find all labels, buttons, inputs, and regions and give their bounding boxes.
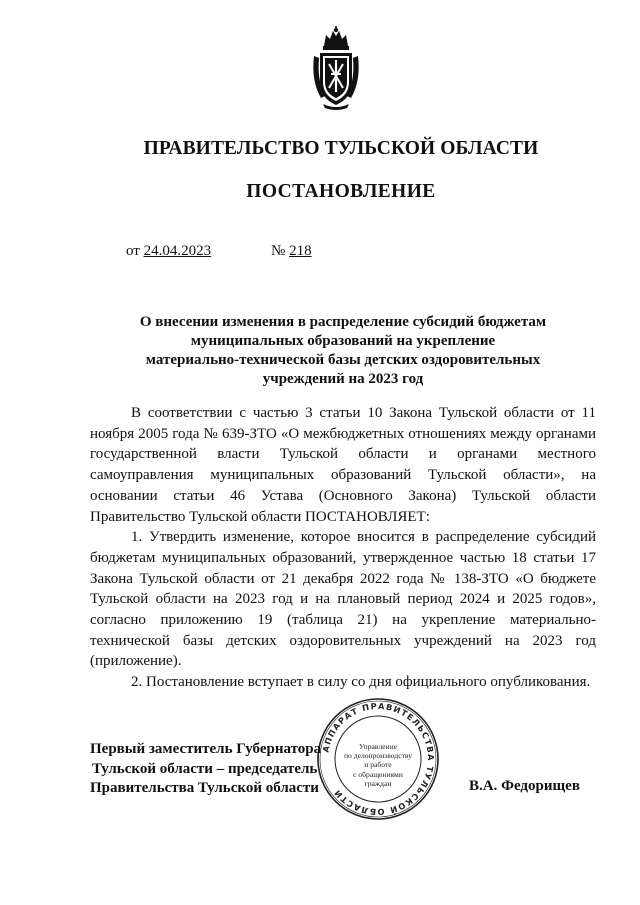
subject-line: материально-технической базы детских оздоровительных [145, 352, 541, 368]
stamp-line: по делопроизводству [343, 751, 413, 761]
subject-line: учреждений на 2023 год [262, 371, 424, 387]
stamp-line: с обращениями [353, 769, 403, 779]
signature-block [90, 740, 321, 799]
date-prefix: от [126, 243, 140, 259]
document-subject [110, 313, 576, 389]
document-type: ПОСТАНОВЛЕНИЕ [246, 181, 436, 202]
stamp-line: граждан [364, 778, 392, 788]
number-value: 218 [289, 243, 312, 259]
signature-title-line: Первый заместитель Губернатора [90, 741, 322, 757]
government-title: ПРАВИТЕЛЬСТВО ТУЛЬСКОЙ ОБЛАСТИ [143, 138, 539, 159]
document-body [90, 403, 596, 693]
item-2-paragraph: 2. Постановление вступает в силу со дня официального опубликования. [131, 674, 591, 691]
stamp-inner-text [337, 742, 419, 788]
number-prefix: № [271, 243, 286, 259]
document-number [271, 243, 312, 260]
signature-title-line: Правительства Тульской области [90, 780, 319, 796]
stamp-line: Управление [358, 742, 398, 751]
signature-title-line: Тульской области – председатель [92, 760, 318, 777]
document-date [126, 243, 211, 260]
subject-line: муниципальных образований на укрепление [190, 333, 496, 349]
stamp-ring-text: АППАРАТ ПРАВИТЕЛЬСТВА ТУЛЬСКОЙ ОБЛАСТИ [320, 700, 437, 818]
preamble-paragraph: В соответствии с частью 3 статьи 10 Закона Тульской области от 11 ноября 2005 года № 639-ЗТО «О межбюджетных отношениях между органами государственной власти Тульской области и органами местного самоуправления муниципальных образований Тульской области», на основании статьи 46 Устава (Основного Закона) Тульской области [90, 405, 596, 504]
preamble-tail: Правительство Тульской области ПОСТАНОВЛЯЕТ: [90, 508, 430, 525]
subject-line: О внесении изменения в распределение субсидий бюджетам [139, 314, 547, 330]
signer-name: В.А. Федорищев [469, 778, 580, 794]
tula-coat-of-arms-icon [311, 26, 361, 110]
item-1-paragraph: 1. Утвердить изменение, которое вносится в распределение субсидий бюджетам муниципальных образований, утвержденное частью 18 статьи 17 Закона Тульской области от 21 декабря 2022 года № 138-ЗТО «О бюджете Тульской области на 2023 год и на плановый период 2024 и 2025 годов», согласно приложению 19 (таблица 21) на укрепление материально-технической базы детских оздоровительных учреждений на 2023 год (приложение). [90, 529, 596, 670]
date-value: 24.04.2023 [143, 243, 212, 259]
stamp-line: и работе [364, 760, 392, 770]
